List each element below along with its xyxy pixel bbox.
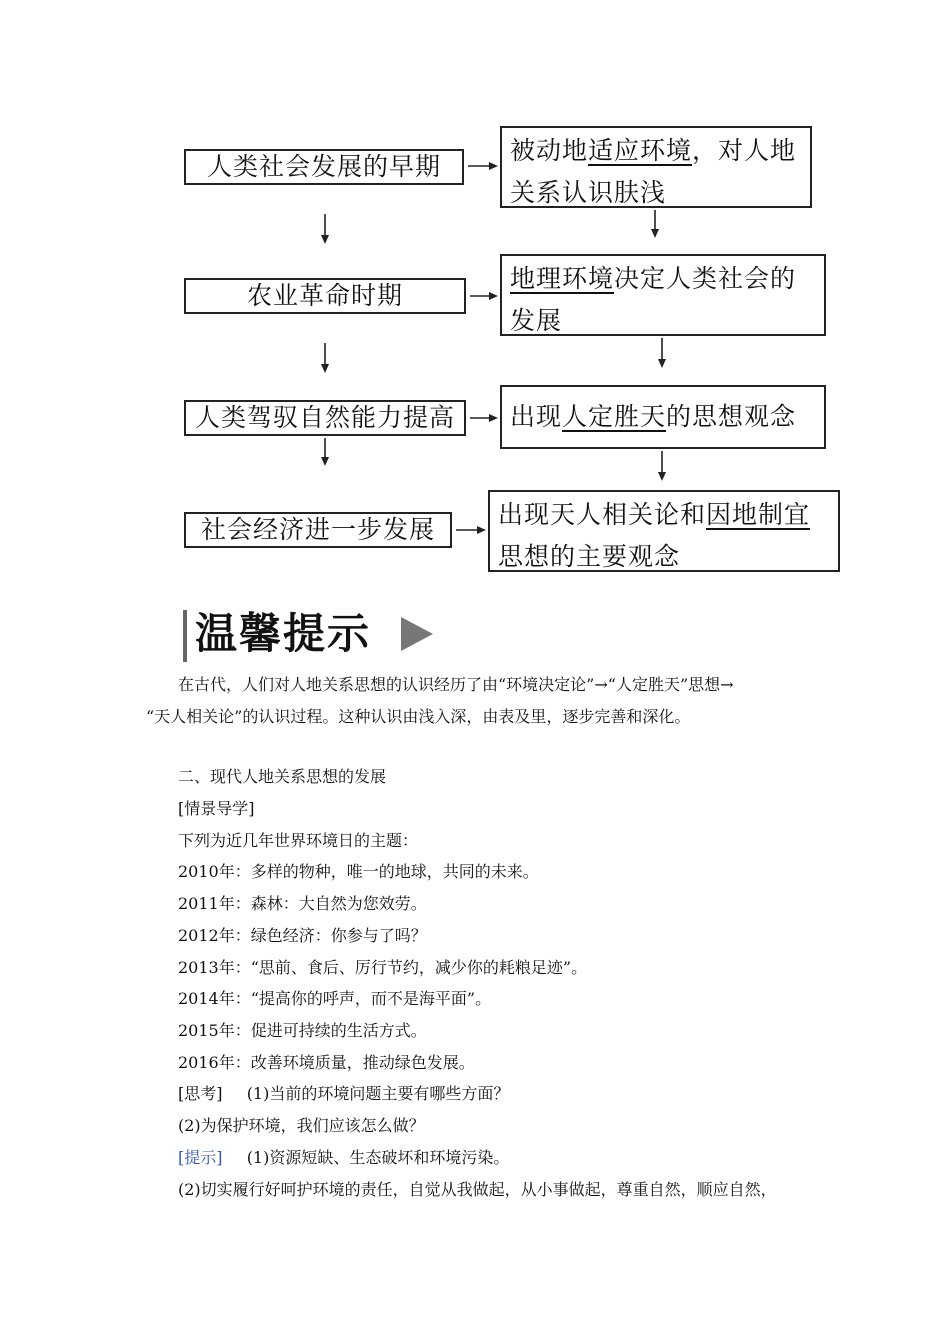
underlined-key-term: 人定胜天 xyxy=(562,402,667,431)
box-text-segment: 的思想观念 xyxy=(666,402,797,431)
box-text-line xyxy=(510,172,802,214)
tip-paragraph-line-2: “天人相关论”的认识过程。这种认识由浅入深，由表及里，逐步完善和深化。 xyxy=(146,707,691,726)
themes-intro: 下列为近几年世界环境日的主题： xyxy=(178,831,419,850)
underlined-key-term: 因地制宜 xyxy=(706,500,811,529)
stage-2-right-text xyxy=(510,258,816,342)
down-arrow-icon xyxy=(648,210,662,238)
stage-4-left-label: 社会经济进一步发展 xyxy=(200,515,435,544)
think-question-1: (1)当前的环境问题主要有哪些方面？ xyxy=(246,1084,510,1103)
stage-4-right-box xyxy=(488,490,840,572)
stage-2-left-box xyxy=(184,278,466,314)
stage-1-left-box xyxy=(184,149,464,185)
box-text-line xyxy=(510,396,816,438)
stage-1-right-box xyxy=(500,126,812,208)
think-label: [思考] xyxy=(178,1084,223,1103)
guide-label: [情景导学] xyxy=(178,799,255,818)
down-arrow-icon xyxy=(655,451,669,481)
stage-3-right-box xyxy=(500,385,826,449)
box-text-segment: 发展 xyxy=(510,306,563,335)
play-triangle-icon xyxy=(401,617,433,655)
hint-answer-2: (2)切实履行好呵护环境的责任，自觉从我做起，从小事做起，尊重自然，顺应自然， xyxy=(178,1180,777,1199)
theme-item: 2014年：“提高你的呼声，而不是海平面”。 xyxy=(178,989,492,1008)
right-arrow-icon xyxy=(456,523,486,537)
theme-item: 2010年：多样的物种，唯一的地球，共同的未来。 xyxy=(178,862,539,881)
box-text-segment: 关系认识肤浅 xyxy=(510,178,667,207)
tip-title: 温馨提示 xyxy=(195,609,372,658)
stage-2-left-label: 农业革命时期 xyxy=(246,281,403,310)
box-text-line xyxy=(510,258,816,300)
right-arrow-icon xyxy=(468,159,498,173)
theme-item: 2015年：促进可持续的生活方式。 xyxy=(178,1021,427,1040)
stage-3-left-box xyxy=(184,400,466,436)
down-arrow-icon xyxy=(318,343,332,373)
box-text-segment: 出现 xyxy=(510,402,563,431)
hint-answer-1: (1)资源短缺、生态破坏和环境污染。 xyxy=(246,1148,510,1167)
stage-1-left-label: 人类社会发展的早期 xyxy=(206,152,441,181)
box-text-segment: 出现天人相关论和 xyxy=(498,500,707,529)
theme-item: 2011年：森林：大自然为您效劳。 xyxy=(178,894,427,913)
box-text-segment: 思想的主要观念 xyxy=(498,542,681,571)
hint-label: [提示] xyxy=(178,1148,223,1167)
stage-2-right-box xyxy=(500,254,826,336)
box-text-segment: ，对人地 xyxy=(692,136,797,165)
hint-row xyxy=(178,1146,509,1170)
stage-3-right-text xyxy=(510,396,816,438)
box-text-line xyxy=(498,494,830,536)
theme-item: 2016年：改善环境质量，推动绿色发展。 xyxy=(178,1053,475,1072)
think-row xyxy=(178,1082,509,1106)
right-arrow-icon xyxy=(470,289,498,303)
box-text-line xyxy=(498,536,830,578)
down-arrow-icon xyxy=(655,338,669,368)
tip-heading-bar xyxy=(183,610,187,662)
box-text-segment: 决定人类社会的 xyxy=(614,264,797,293)
box-text-line xyxy=(510,300,816,342)
right-arrow-icon xyxy=(470,411,498,425)
underlined-key-term: 适应环境 xyxy=(588,136,693,165)
stage-1-right-text xyxy=(510,130,802,214)
box-text-segment: 被动地 xyxy=(510,136,589,165)
theme-item: 2012年：绿色经济：你参与了吗？ xyxy=(178,926,427,945)
theme-item: 2013年：“思前、食后、厉行节约，减少你的耗粮足迹”。 xyxy=(178,958,588,977)
box-text-line xyxy=(510,130,802,172)
down-arrow-icon xyxy=(318,214,332,244)
tip-paragraph-line-1: 在古代，人们对人地关系思想的认识经历了由“环境决定论”→“人定胜天”思想→ xyxy=(178,675,734,694)
stage-4-right-text xyxy=(498,494,830,578)
stage-3-left-label: 人类驾驭自然能力提高 xyxy=(194,403,455,432)
stage-4-left-box xyxy=(184,512,452,548)
section-heading: 二、现代人地关系思想的发展 xyxy=(178,767,387,786)
underlined-key-term: 地理环境 xyxy=(510,264,615,293)
down-arrow-icon xyxy=(318,438,332,466)
think-question-2: (2)为保护环境，我们应该怎么做？ xyxy=(178,1116,425,1135)
